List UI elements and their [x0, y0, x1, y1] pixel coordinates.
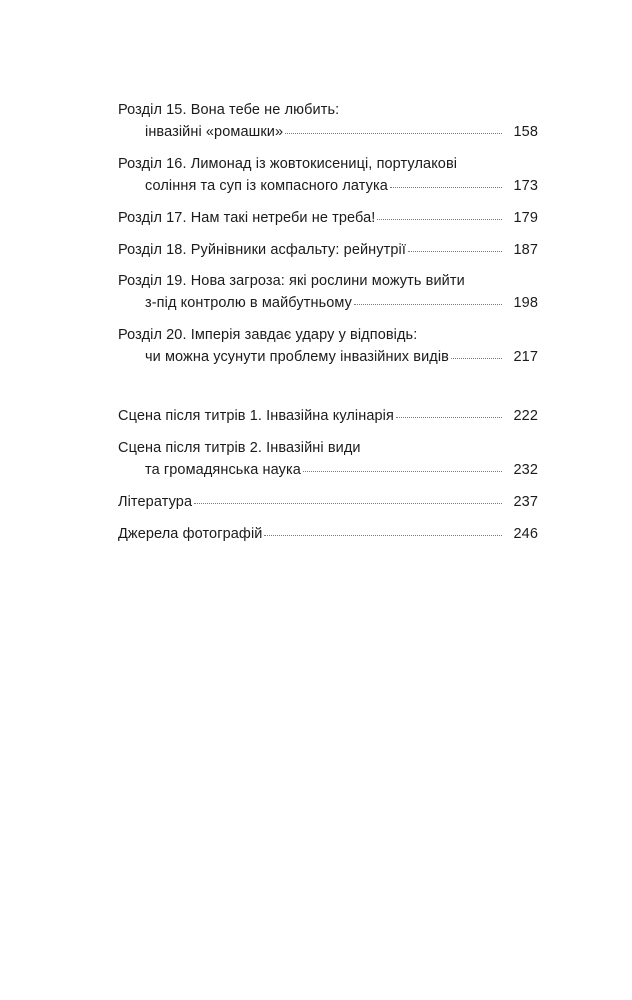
toc-entry-title-line: Література [118, 494, 193, 510]
toc-entry-title-line: та громадянська наука [145, 462, 301, 478]
toc-entry-post-credits-2[interactable] [118, 437, 538, 481]
dot-leader [264, 535, 501, 536]
dot-leader [451, 358, 502, 359]
toc-page-number: 179 [513, 210, 538, 226]
toc-page-number: 222 [513, 408, 538, 424]
toc-entry-photo-sources[interactable] [118, 523, 538, 545]
toc-entry-chapter-19[interactable] [118, 270, 538, 314]
toc-entry-chapter-20[interactable] [118, 324, 538, 368]
toc-entry-title-line: інвазійні «ромашки» [145, 124, 284, 140]
toc-entry-title-line: Джерела фотографій [118, 526, 263, 542]
toc-entry-chapter-18[interactable] [118, 239, 538, 261]
dot-leader [396, 417, 502, 418]
dot-leader [377, 219, 501, 220]
toc-entry-title-line: чи можна усунути проблему інвазійних видів [145, 349, 449, 365]
toc-entry-chapter-15[interactable] [118, 99, 538, 143]
dot-leader [303, 471, 502, 472]
dot-leader [354, 304, 502, 305]
toc-entry-title-line: Розділ 18. Руйнівники асфальту: рейнутрії [118, 242, 406, 258]
toc-entry-title-line: соління та суп із компасного латука [145, 178, 388, 194]
toc-entry-chapter-17[interactable] [118, 207, 538, 229]
toc-entry-chapter-16[interactable] [118, 153, 538, 197]
dot-leader [194, 503, 501, 504]
toc-page-number: 158 [513, 124, 538, 140]
toc-entry-post-credits-1[interactable] [118, 405, 538, 427]
toc-page-number: 232 [513, 462, 538, 478]
toc-page-number: 198 [513, 295, 538, 311]
toc-entry-title-line: Розділ 17. Нам такі нетреби не треба! [118, 210, 376, 226]
toc-page-number: 217 [513, 349, 538, 365]
toc-page-number: 237 [513, 494, 538, 510]
toc-entry-title-line: Розділ 15. Вона тебе не любить: [118, 102, 340, 118]
toc-entry-title-line: Сцена після титрів 1. Інвазійна кулінарія [118, 408, 394, 424]
toc-entry-title-line: Розділ 16. Лимонад із жовтокисениці, портулакові [118, 156, 458, 172]
toc-entry-title-line: Розділ 20. Імперія завдає удару у відповідь: [118, 327, 418, 343]
toc-entry-title-line: з-під контролю в майбутньому [145, 295, 352, 311]
toc-entry-title-line: Розділ 19. Нова загроза: які рослини можуть вийти [118, 273, 465, 289]
dot-leader [285, 133, 501, 134]
dot-leader [390, 187, 502, 188]
toc-page-number: 246 [513, 526, 538, 542]
toc-page-number: 187 [513, 242, 538, 258]
toc-page-number: 173 [513, 178, 538, 194]
toc-entry-literature[interactable] [118, 491, 538, 513]
toc-entry-title-line: Сцена після титрів 2. Інвазійні види [118, 440, 361, 456]
dot-leader [408, 251, 502, 252]
